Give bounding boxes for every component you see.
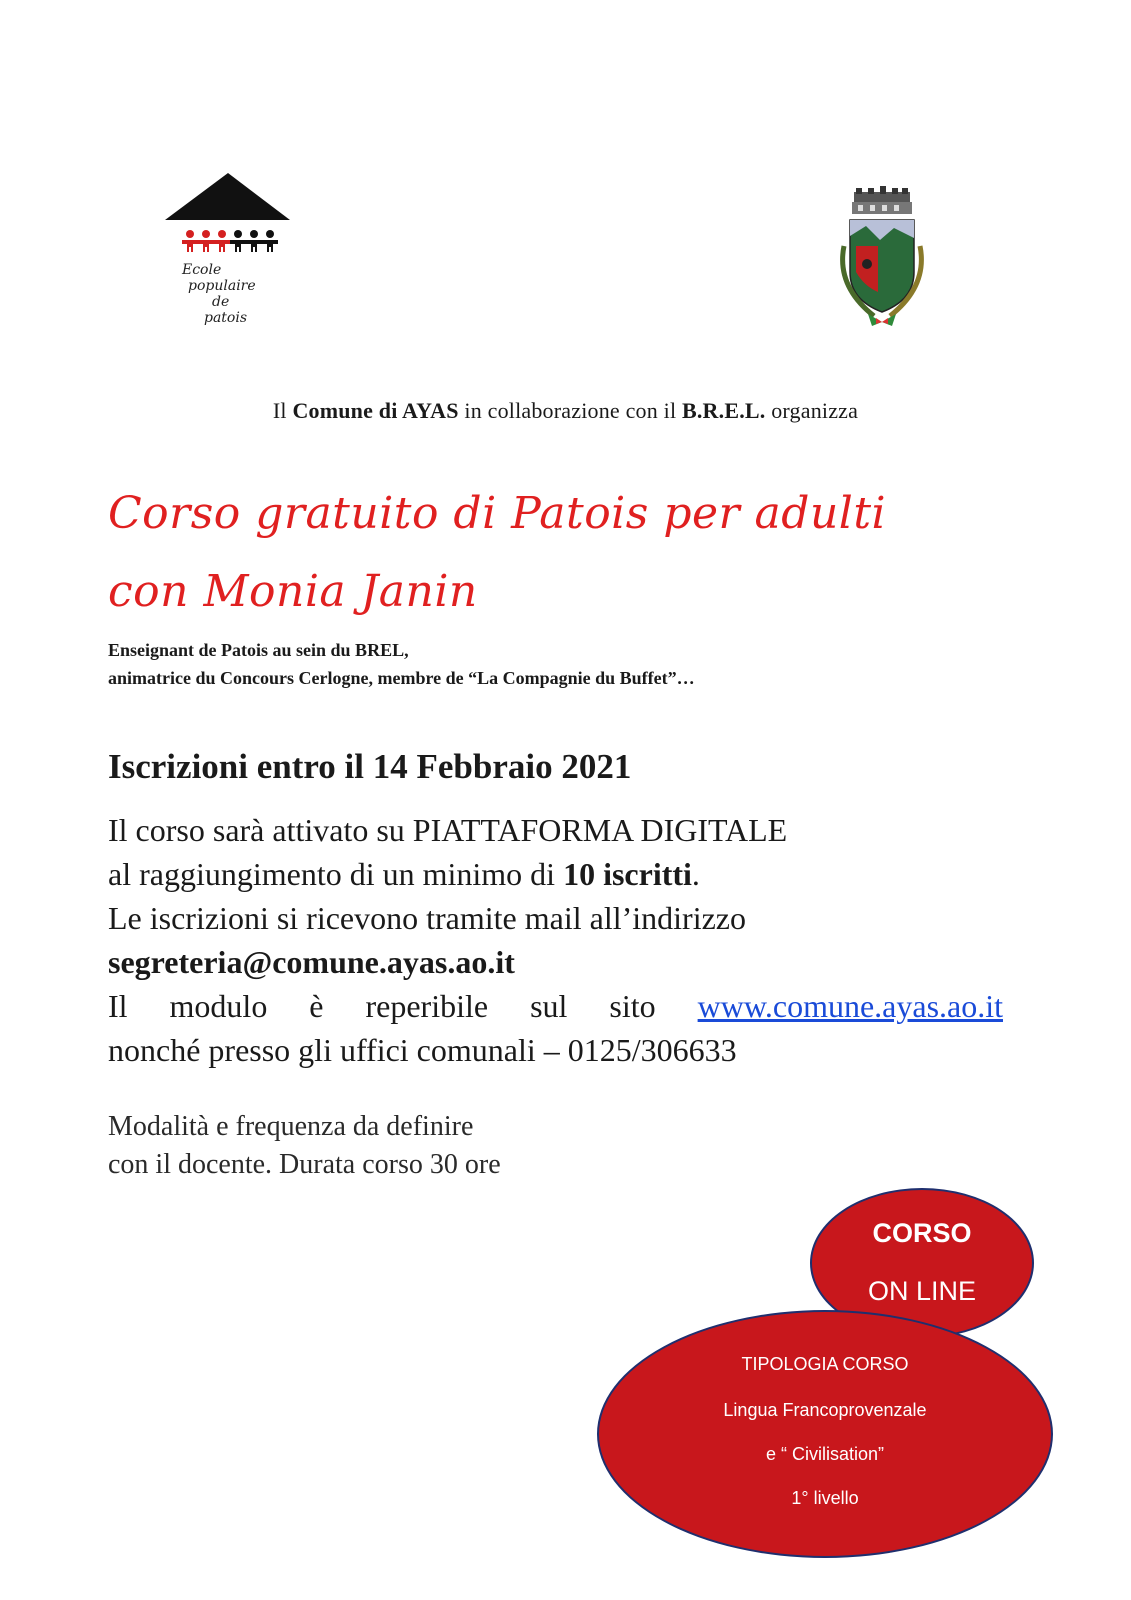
intro-line bbox=[0, 398, 1131, 424]
intro-suffix: organizza bbox=[765, 398, 859, 423]
course-info bbox=[108, 808, 1008, 1072]
course-type-badge bbox=[597, 1310, 1053, 1558]
modality-line-1: Modalità e frequenza da definire bbox=[108, 1111, 474, 1142]
course-modality bbox=[108, 1108, 501, 1184]
minimum-prefix: al raggiungimento di un minimo di bbox=[108, 856, 564, 892]
form-word: è bbox=[309, 988, 324, 1024]
logo-word-patois: patois bbox=[204, 310, 248, 326]
ecole-populaire-logo-icon bbox=[160, 170, 300, 265]
course-teacher-title: con Monia Janin bbox=[108, 566, 478, 617]
minimum-count: 10 iscritti bbox=[563, 856, 692, 892]
badge-online-line-1: CORSO bbox=[872, 1218, 972, 1248]
website-link[interactable]: www.comune.ayas.ao.it bbox=[697, 988, 1003, 1024]
info-line-offices: nonché presso gli uffici comunali – 0125/306633 bbox=[108, 1032, 737, 1068]
teacher-description-line-1: Enseignant de Patois au sein du BREL, bbox=[108, 640, 409, 660]
info-line-email-intro: Le iscrizioni si ricevono tramite mail all’indirizzo bbox=[108, 900, 746, 936]
coat-of-arms-logo bbox=[832, 186, 932, 332]
intro-middle: in collaborazione con il bbox=[458, 398, 682, 423]
info-line-platform: Il corso sarà attivato su PIATTAFORMA DIGITALE bbox=[108, 812, 788, 848]
badge-type-line-3: 1° livello bbox=[791, 1488, 859, 1508]
badge-online-line-2: ON LINE bbox=[867, 1276, 977, 1306]
form-word: sito bbox=[609, 988, 656, 1024]
intro-prefix: Il bbox=[272, 398, 293, 423]
minimum-suffix: . bbox=[691, 856, 700, 892]
info-line-minimum bbox=[108, 852, 1008, 896]
intro-brel: B.R.E.L. bbox=[681, 398, 766, 423]
modality-line-2: con il docente. Durata corso 30 ore bbox=[108, 1149, 501, 1180]
email-address[interactable]: segreteria@comune.ayas.ao.it bbox=[108, 944, 515, 980]
info-line-form bbox=[108, 984, 1003, 1028]
form-word: reperibile bbox=[365, 988, 489, 1024]
registration-deadline: Iscrizioni entro il 14 Febbraio 2021 bbox=[108, 747, 632, 786]
coat-of-arms-icon bbox=[832, 186, 932, 332]
badge-type-heading: TIPOLOGIA CORSO bbox=[741, 1354, 909, 1374]
intro-comune: Comune di AYAS bbox=[292, 398, 459, 423]
course-title: Corso gratuito di Patois per adulti bbox=[108, 488, 887, 539]
form-word: Il bbox=[108, 988, 128, 1024]
logo-word-de: de bbox=[212, 294, 230, 310]
logo-word-ecole: Ecole bbox=[182, 262, 222, 278]
logo-word-populaire: populaire bbox=[188, 278, 256, 294]
form-word: sul bbox=[530, 988, 568, 1024]
ecole-populaire-logo bbox=[160, 170, 300, 335]
badge-type-line-1: Lingua Francoprovenzale bbox=[723, 1400, 927, 1420]
badge-type-line-2: e “ Civilisation” bbox=[765, 1444, 885, 1464]
form-word: modulo bbox=[169, 988, 268, 1024]
teacher-description-line-2: animatrice du Concours Cerlogne, membre de “La Compagnie du Buffet”… bbox=[108, 668, 695, 688]
